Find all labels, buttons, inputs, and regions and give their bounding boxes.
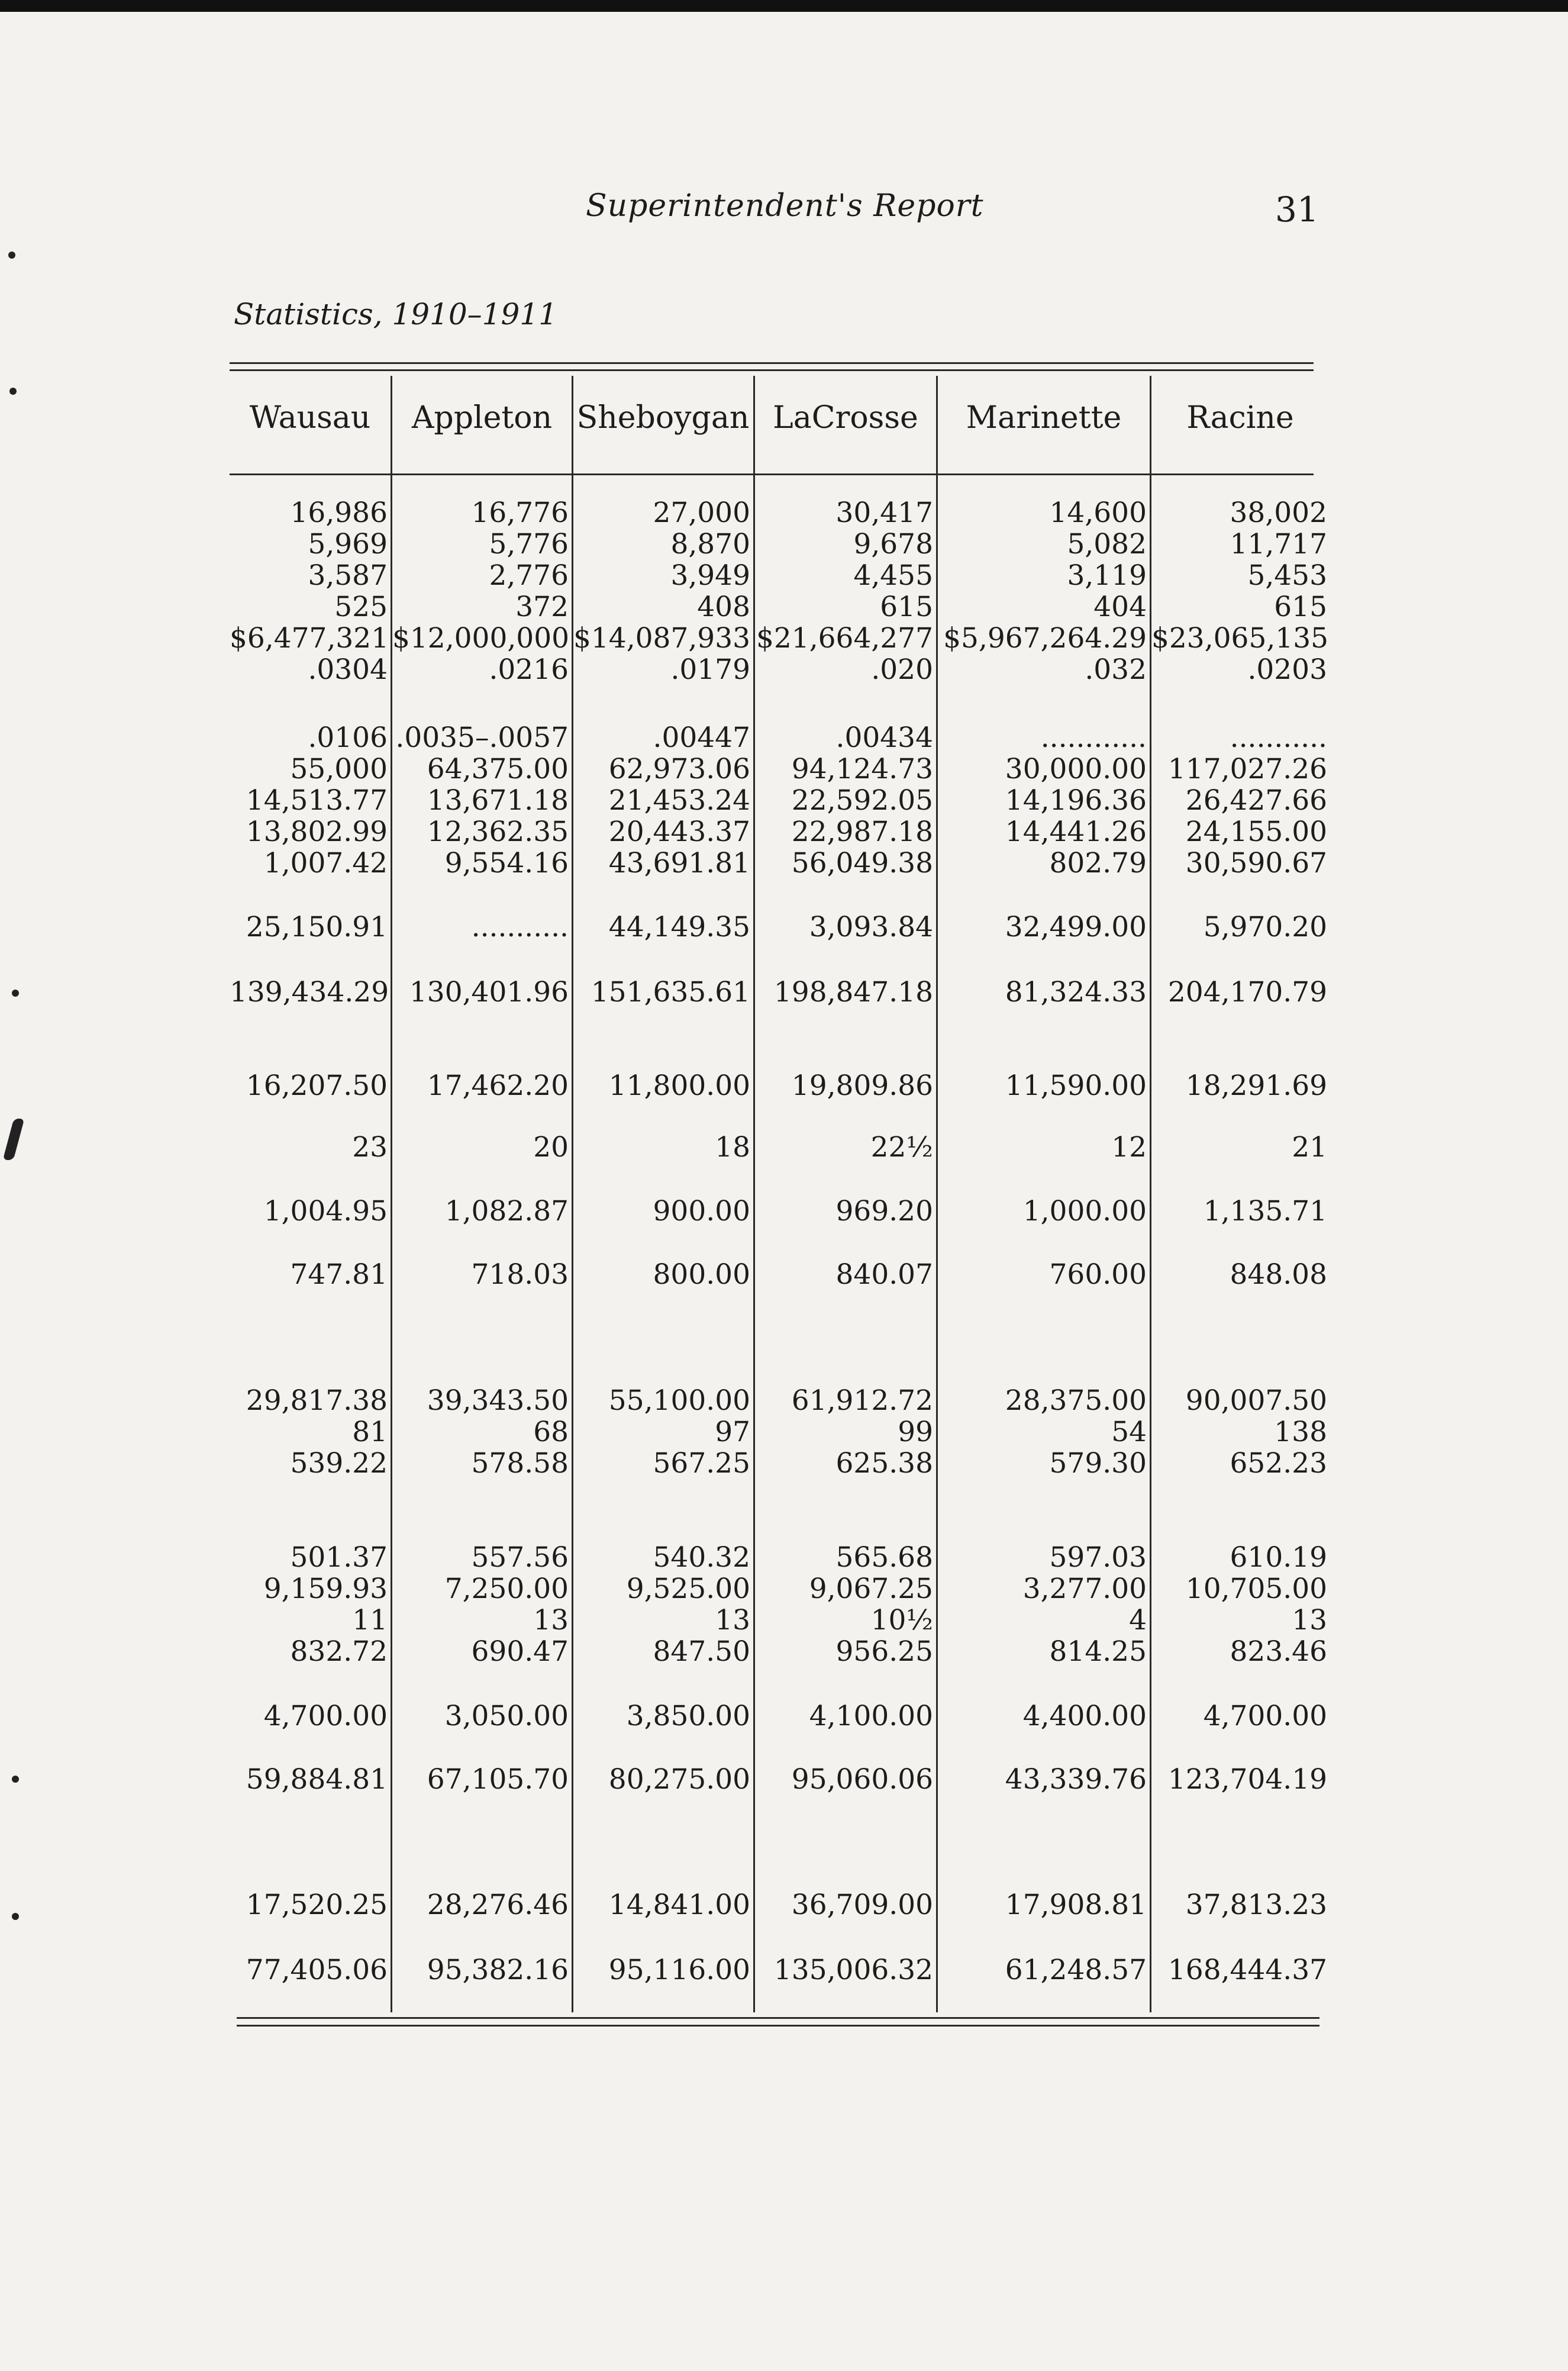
table-cell: 123,704.19	[1167, 1763, 1327, 1796]
table-cell: 94,124.73	[791, 753, 933, 785]
table-cell: 615	[880, 591, 933, 623]
table-cell: 610.19	[1230, 1541, 1327, 1574]
margin-speck	[12, 990, 19, 997]
table-cell: .0106	[308, 721, 388, 754]
table-cell: 956.25	[835, 1635, 933, 1668]
table-cell: 848.08	[1230, 1258, 1327, 1291]
table-cell: 847.50	[653, 1635, 750, 1668]
table-cell: 56,049.38	[791, 847, 933, 880]
column-header-wausau: Wausau	[249, 400, 371, 436]
table-cell: 9,067.25	[809, 1573, 933, 1605]
table-cell: $5,967,264.29	[943, 622, 1147, 655]
table-cell: 11,590.00	[1005, 1069, 1147, 1102]
table-cell: 99	[898, 1416, 933, 1448]
table-cell: 3,050.00	[444, 1700, 569, 1732]
table-cell: 37,813.23	[1185, 1889, 1327, 1921]
table-cell: 567.25	[653, 1447, 750, 1480]
table-caption: Statistics, 1910–1911	[234, 297, 557, 331]
table-cell: 26,427.66	[1185, 784, 1327, 817]
table-cell: 5,082	[1067, 528, 1147, 560]
table-cell: 81,324.33	[1005, 976, 1147, 1009]
table-cell: 13	[533, 1604, 569, 1636]
table-cell: 1,082.87	[444, 1195, 569, 1228]
table-cell: 68	[533, 1416, 569, 1448]
table-cell: 832.72	[290, 1635, 388, 1668]
table-cell: 32,499.00	[1005, 911, 1147, 943]
table-cell: 12	[1111, 1131, 1147, 1164]
table-cell: 3,850.00	[626, 1700, 750, 1732]
table-cell: 814.25	[1049, 1635, 1147, 1668]
table-cell: 20,443.37	[608, 816, 750, 848]
table-cell: 4,400.00	[1022, 1700, 1147, 1732]
table-cell: 900.00	[653, 1195, 750, 1228]
table-cell: 5,970.20	[1203, 911, 1327, 943]
table-cell: 97	[715, 1416, 750, 1448]
table-top-rule	[230, 362, 1314, 364]
table-cell: 5,969	[308, 528, 388, 560]
table-cell: 9,554.16	[444, 847, 569, 880]
table-cell: 14,441.26	[1005, 816, 1147, 848]
table-cell: 9,159.93	[263, 1573, 388, 1605]
table-cell: 39,343.50	[427, 1384, 569, 1417]
table-cell: 204,170.79	[1167, 976, 1327, 1009]
table-cell: 28,276.46	[427, 1889, 569, 1921]
table-cell: ............	[1040, 721, 1147, 754]
table-cell: 151,635.61	[591, 976, 750, 1009]
table-cell: 652.23	[1230, 1447, 1327, 1480]
table-cell: 9,525.00	[626, 1573, 750, 1605]
table-cell: 198,847.18	[773, 976, 933, 1009]
table-cell: 30,000.00	[1005, 753, 1147, 785]
table-cell: 27,000	[653, 497, 750, 529]
table-cell: 2,776	[489, 559, 569, 592]
table-cell: $12,000,000	[392, 622, 570, 655]
table-cell: 61,912.72	[791, 1384, 933, 1417]
table-bottom-rule-inner	[237, 2025, 1319, 2027]
table-cell: $6,477,321	[230, 622, 389, 655]
table-cell: 95,382.16	[427, 1954, 569, 1986]
table-cell: 13,802.99	[246, 816, 388, 848]
table-cell: 23	[352, 1131, 388, 1164]
table-cell: 168,444.37	[1167, 1954, 1327, 1986]
table-cell: 117,027.26	[1167, 753, 1327, 785]
table-cell: 44,149.35	[608, 911, 750, 943]
table-cell: 14,841.00	[608, 1889, 750, 1921]
table-cell: 38,002	[1230, 497, 1327, 529]
table-cell: 690.47	[471, 1635, 569, 1668]
table-cell: 90,007.50	[1185, 1384, 1327, 1417]
table-cell: 25,150.91	[246, 911, 388, 943]
table-cell: 408	[697, 591, 750, 623]
table-cell: 10½	[870, 1604, 933, 1636]
table-cell: .00434	[835, 721, 933, 754]
column-header-appleton: Appleton	[411, 400, 553, 436]
table-cell: 501.37	[290, 1541, 388, 1574]
page-top-edge	[0, 0, 1568, 12]
table-cell: 135,006.32	[773, 1954, 933, 1986]
table-cell: .00447	[653, 721, 750, 754]
table-cell: 59,884.81	[246, 1763, 388, 1796]
table-cell: 1,000.00	[1022, 1195, 1147, 1228]
table-cell: 17,462.20	[427, 1069, 569, 1102]
table-cell: 43,691.81	[608, 847, 750, 880]
table-cell: 36,709.00	[791, 1889, 933, 1921]
table-cell: 1,135.71	[1203, 1195, 1327, 1228]
table-cell: 5,453	[1247, 559, 1327, 592]
table-cell: 24,155.00	[1185, 816, 1327, 848]
table-cell: 802.79	[1049, 847, 1147, 880]
margin-speck	[8, 252, 15, 259]
table-cell: 4,100.00	[809, 1700, 933, 1732]
table-cell: 138	[1274, 1416, 1327, 1448]
running-head: Superintendent's Report	[586, 188, 984, 224]
table-cell: 19,809.86	[791, 1069, 933, 1102]
table-cell: 625.38	[835, 1447, 933, 1480]
table-cell: 55,100.00	[608, 1384, 750, 1417]
table-cell: 54	[1111, 1416, 1147, 1448]
table-cell: 579.30	[1049, 1447, 1147, 1480]
table-cell: 557.56	[471, 1541, 569, 1574]
table-cell: 17,908.81	[1005, 1889, 1147, 1921]
margin-blot	[3, 1119, 25, 1160]
table-cell: 22½	[870, 1131, 933, 1164]
table-cell: 29,817.38	[246, 1384, 388, 1417]
table-cell: $21,664,277	[756, 622, 933, 655]
table-cell: 597.03	[1049, 1541, 1147, 1574]
table-cell: 18	[715, 1131, 750, 1164]
table-cell: 81	[352, 1416, 388, 1448]
table-cell: 43,339.76	[1005, 1763, 1147, 1796]
page-number: 31	[1275, 189, 1319, 230]
table-cell: 16,776	[471, 497, 569, 529]
table-cell: 525	[334, 591, 388, 623]
table-cell: 3,277.00	[1022, 1573, 1147, 1605]
table-cell: .0035–.0057	[395, 721, 569, 754]
table-cell: .032	[1085, 653, 1147, 686]
table-cell: 139,434.29	[230, 976, 389, 1009]
table-cell: 1,007.42	[263, 847, 388, 880]
column-header-racine: Racine	[1186, 400, 1294, 436]
table-cell: 64,375.00	[427, 753, 569, 785]
table-cell: 4,700.00	[1203, 1700, 1327, 1732]
table-cell: .0203	[1247, 653, 1327, 686]
table-cell: 3,119	[1067, 559, 1147, 592]
table-cell: 11	[352, 1604, 388, 1636]
table-cell: ...........	[471, 911, 569, 943]
table-cell: 62,973.06	[608, 753, 750, 785]
table-cell: 578.58	[471, 1447, 569, 1480]
table-cell: 22,987.18	[791, 816, 933, 848]
table-cell: 18,291.69	[1185, 1069, 1327, 1102]
column-header-marinette: Marinette	[966, 400, 1122, 436]
table-cell: 13	[1292, 1604, 1327, 1636]
table-cell: 12,362.35	[427, 816, 569, 848]
table-top-rule-inner	[230, 369, 1314, 371]
table-cell: 30,590.67	[1185, 847, 1327, 880]
margin-speck	[12, 1776, 19, 1783]
table-cell: 3,949	[670, 559, 750, 592]
table-cell: 3,587	[308, 559, 388, 592]
table-cell: .020	[871, 653, 933, 686]
table-cell: 95,116.00	[608, 1954, 750, 1986]
margin-speck	[9, 388, 17, 395]
table-cell: 11,800.00	[608, 1069, 750, 1102]
table-cell: .0179	[670, 653, 750, 686]
table-cell: 30,417	[835, 497, 933, 529]
table-bottom-rule	[237, 2017, 1319, 2019]
table-cell: 14,513.77	[246, 784, 388, 817]
table-cell: $14,087,933	[573, 622, 751, 655]
table-cell: $23,065,135	[1151, 622, 1329, 655]
table-cell: 747.81	[290, 1258, 388, 1291]
table-cell: 20	[533, 1131, 569, 1164]
table-cell: 404	[1093, 591, 1147, 623]
table-cell: 11,717	[1230, 528, 1327, 560]
table-cell: 16,207.50	[246, 1069, 388, 1102]
table-cell: 4,455	[853, 559, 933, 592]
table-cell: 539.22	[290, 1447, 388, 1480]
table-cell: 61,248.57	[1005, 1954, 1147, 1986]
table-cell: 800.00	[653, 1258, 750, 1291]
table-cell: 969.20	[835, 1195, 933, 1228]
table-cell: 13	[715, 1604, 750, 1636]
table-cell: 67,105.70	[427, 1763, 569, 1796]
table-cell: 4,700.00	[263, 1700, 388, 1732]
table-cell: 16,986	[290, 497, 388, 529]
table-cell: 22,592.05	[791, 784, 933, 817]
table-cell: 718.03	[471, 1258, 569, 1291]
table-cell: 3,093.84	[809, 911, 933, 943]
table-cell: 372	[515, 591, 569, 623]
column-header-lacrosse: LaCrosse	[773, 400, 918, 436]
table-cell: .0216	[489, 653, 569, 686]
table-cell: 4	[1129, 1604, 1147, 1636]
table-cell: 10,705.00	[1185, 1573, 1327, 1605]
table-cell: 21	[1292, 1131, 1327, 1164]
table-cell: 5,776	[489, 528, 569, 560]
table-cell: 80,275.00	[608, 1763, 750, 1796]
table-cell: ...........	[1230, 721, 1327, 754]
table-cell: 17,520.25	[246, 1889, 388, 1921]
table-cell: 823.46	[1230, 1635, 1327, 1668]
table-cell: 55,000	[290, 753, 388, 785]
table-cell: 95,060.06	[791, 1763, 933, 1796]
column-header-sheboygan: Sheboygan	[576, 400, 750, 436]
table-cell: 840.07	[835, 1258, 933, 1291]
margin-speck	[12, 1913, 19, 1920]
table-cell: 77,405.06	[246, 1954, 388, 1986]
table-cell: 14,196.36	[1005, 784, 1147, 817]
table-cell: 28,375.00	[1005, 1384, 1147, 1417]
table-cell: 8,870	[670, 528, 750, 560]
table-cell: 130,401.96	[409, 976, 569, 1009]
table-cell: 1,004.95	[263, 1195, 388, 1228]
table-cell: 14,600	[1049, 497, 1147, 529]
table-cell: 13,671.18	[427, 784, 569, 817]
table-cell: 615	[1274, 591, 1327, 623]
table-cell: 7,250.00	[444, 1573, 569, 1605]
table-cell: 540.32	[653, 1541, 750, 1574]
table-cell: 9,678	[853, 528, 933, 560]
table-cell: .0304	[308, 653, 388, 686]
table-cell: 760.00	[1049, 1258, 1147, 1291]
table-cell: 565.68	[835, 1541, 933, 1574]
table-cell: 21,453.24	[608, 784, 750, 817]
